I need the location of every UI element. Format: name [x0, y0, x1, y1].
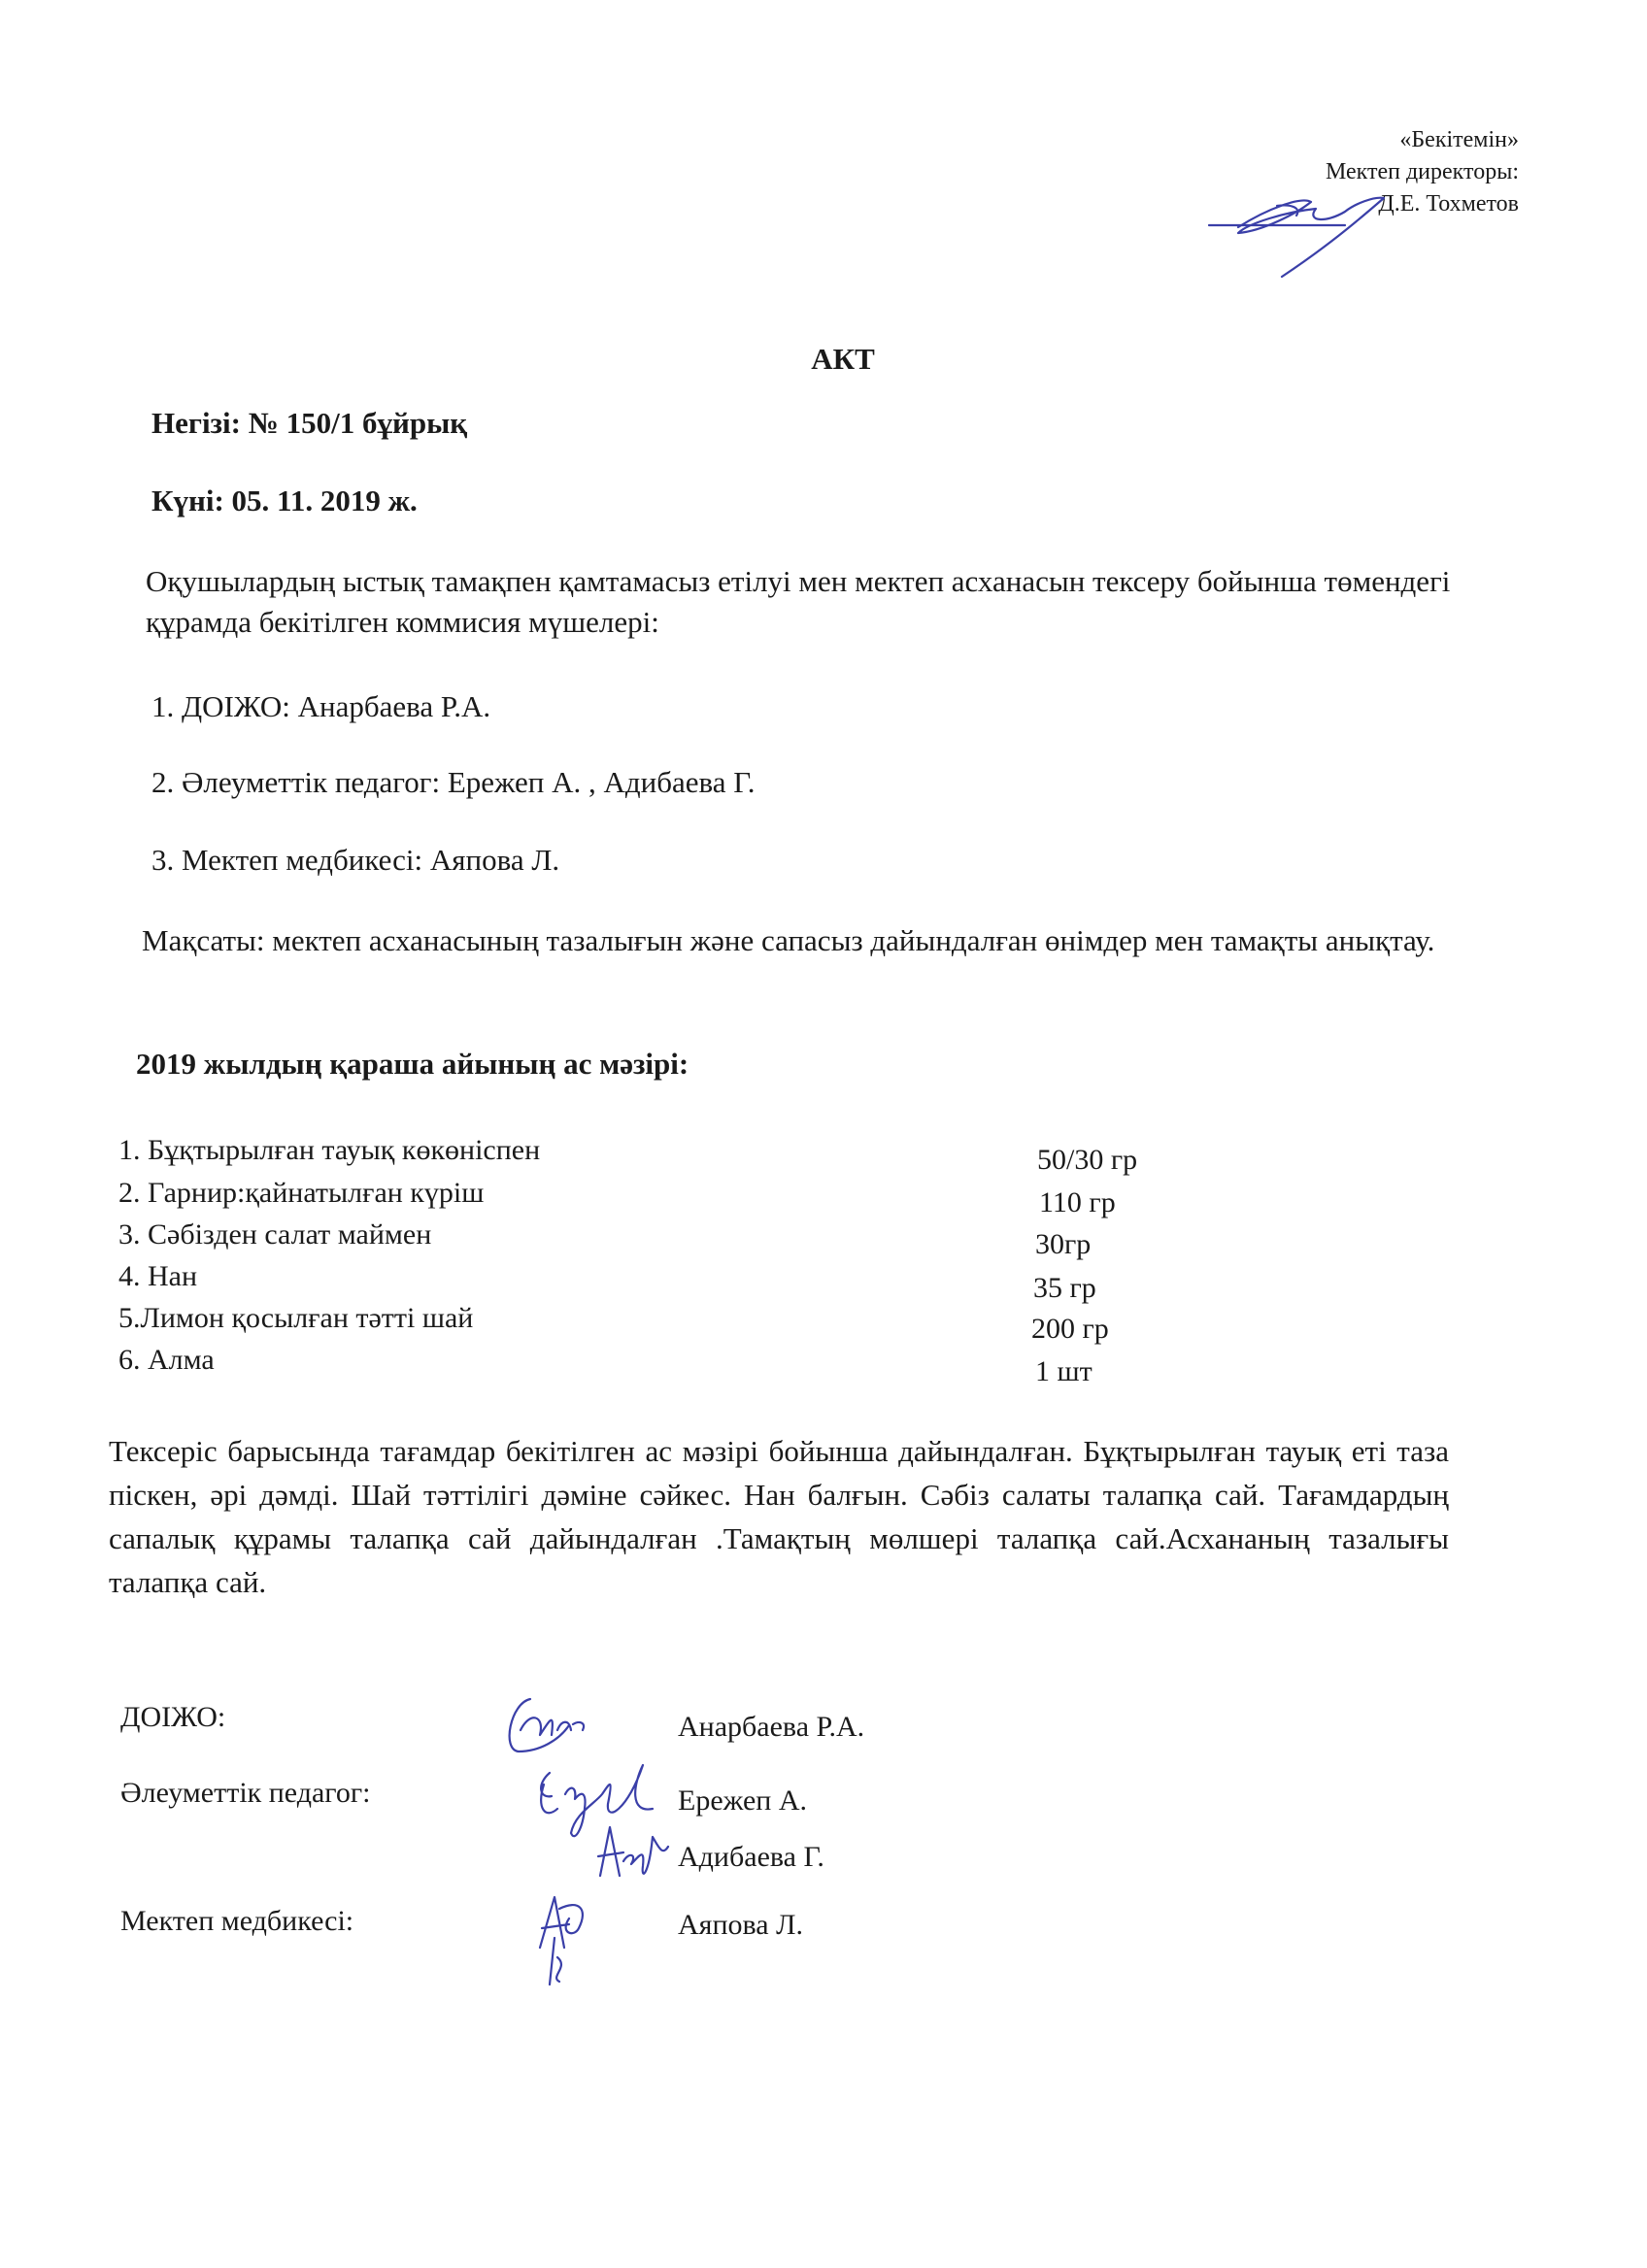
- member-line: 2. Әлеуметтік педагог: Ережеп А. , Адибаева Г.: [151, 765, 756, 799]
- menu-item: 6. Алма: [118, 1344, 215, 1376]
- date-line: Күні: 05. 11. 2019 ж.: [151, 484, 418, 517]
- menu-item: 3. Сәбізден салат маймен: [118, 1218, 432, 1251]
- approval-label: «Бекітемін»: [1399, 127, 1519, 152]
- signature-name: Ережеп А.: [678, 1784, 808, 1817]
- menu-qty: 1 шт: [1035, 1355, 1092, 1387]
- signature-anarbaeva-icon: [501, 1691, 588, 1759]
- menu-qty: 110 гр: [1039, 1186, 1116, 1218]
- menu-qty: 200 гр: [1031, 1313, 1109, 1345]
- signature-name: Аяпова Л.: [678, 1909, 803, 1941]
- menu-qty: 50/30 гр: [1037, 1144, 1138, 1176]
- purpose-paragraph: Мақсаты: мектеп асханасының тазалығын және сапасыз дайындалған өнімдер мен тамақты анықтау.: [142, 923, 1435, 957]
- menu-qty: 35 гр: [1033, 1272, 1096, 1304]
- document-title: АКТ: [811, 342, 875, 376]
- conclusion-paragraph: Тексеріс барысында тағамдар бекітілген ас мәзірі бойынша дайындалған. Бұқтырылған тауық еті таза піскен, әрі дәмді. Шай тәттілігі дәміне сәйкес. Нан балғын. Сәбіз салаты талапқа сай. Тағамдардың сапалық құрамы талапқа сай дайындалған .Тамақтың мөлшері талапқа сай.Асхананың тазалығы талапқа сай.: [109, 1434, 1449, 1599]
- signature-adibaeva-icon: [581, 1818, 678, 1885]
- menu-item: 1. Бұқтырылған тауық көкөніспен: [118, 1134, 541, 1166]
- signature-role: Мектеп медбикесі:: [120, 1905, 354, 1937]
- intro-paragraph: Оқушылардың ыстық тамақпен қамтамасыз етілуі мен мектеп асханасын тексеру бойынша төмендегі құрамда бекітілген коммисия мүшелері:: [146, 564, 1451, 639]
- signature-ayapova-icon: [530, 1889, 608, 1986]
- signature-role: Әлеуметтік педагог:: [120, 1777, 371, 1809]
- director-name: Д.Е. Тохметов: [1378, 191, 1519, 217]
- signature-name: Анарбаева Р.А.: [678, 1711, 865, 1743]
- director-signature-icon: [1209, 194, 1413, 282]
- signature-role: ДОІЖО:: [120, 1701, 226, 1733]
- menu-heading: 2019 жылдың қараша айының ас мәзірі:: [136, 1047, 689, 1081]
- menu-item: 5.Лимон қосылған тәтті шай: [118, 1302, 474, 1334]
- basis-line: Негізі: № 150/1 бұйрық: [151, 406, 468, 440]
- member-line: 1. ДОІЖО: Анарбаева Р.А.: [151, 689, 491, 723]
- menu-item: 4. Нан: [118, 1260, 198, 1292]
- menu-item: 2. Гарнир:қайнатылған күріш: [118, 1177, 485, 1209]
- member-line: 3. Мектеп медбикесі: Аяпова Л.: [151, 843, 560, 877]
- signature-name: Адибаева Г.: [678, 1841, 824, 1873]
- director-position: Мектеп директоры:: [1325, 159, 1519, 184]
- menu-qty: 30гр: [1035, 1228, 1092, 1260]
